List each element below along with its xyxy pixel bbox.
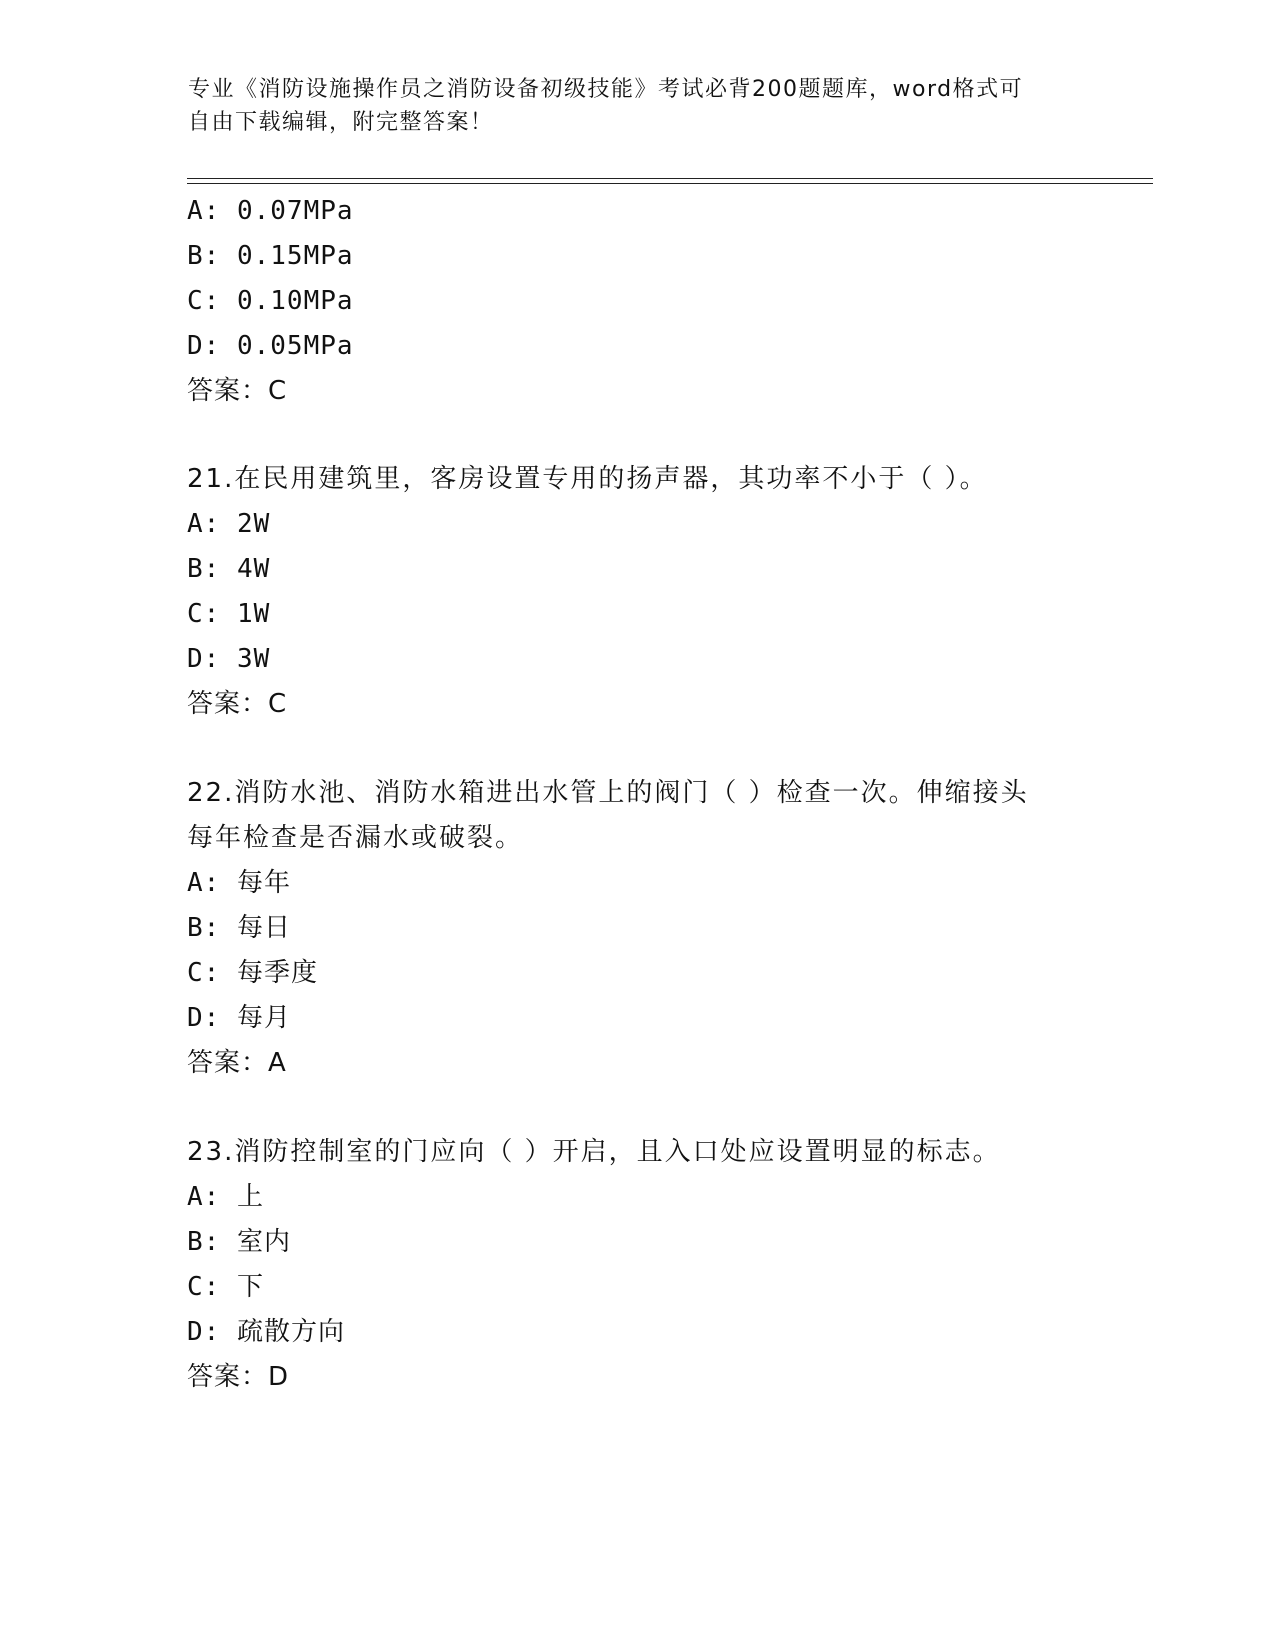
option-c: C: 下: [187, 1272, 264, 1302]
option-d: D: 疏散方向: [187, 1317, 345, 1347]
option-b: B: 4W: [187, 554, 271, 584]
header-rule-top: [187, 178, 1153, 179]
header-line-2: 自由下载编辑，附完整答案！: [188, 110, 494, 135]
answer: 答案：D: [187, 1362, 290, 1392]
question-22-line-2: 每年检查是否漏水或破裂。: [187, 823, 524, 853]
answer: 答案：A: [187, 1048, 287, 1078]
option-a: A: 每年: [187, 868, 291, 898]
option-c: C: 每季度: [187, 958, 318, 988]
answer: 答案：C: [187, 376, 288, 406]
option-b: B: 室内: [187, 1227, 291, 1257]
option-a: A: 0.07MPa: [187, 196, 354, 226]
option-b: B: 0.15MPa: [187, 241, 354, 271]
header-rule-bottom: [187, 183, 1153, 184]
option-c: C: 0.10MPa: [187, 286, 354, 316]
question-21: 21.在民用建筑里，客房设置专用的扬声器，其功率不小于（ ）。: [187, 464, 988, 494]
option-a: A: 上: [187, 1182, 264, 1212]
option-b: B: 每日: [187, 913, 291, 943]
option-c: C: 1W: [187, 599, 271, 629]
header-line-1: 专业《消防设施操作员之消防设备初级技能》考试必背200题题库，word格式可: [188, 77, 1024, 102]
option-a: A: 2W: [187, 509, 271, 539]
option-d: D: 3W: [187, 644, 271, 674]
question-22-line-1: 22.消防水池、消防水箱进出水管上的阀门（ ）检查一次。伸缩接头: [187, 778, 1029, 808]
document-header: [188, 73, 1068, 139]
answer: 答案：C: [187, 689, 288, 719]
question-23: 23.消防控制室的门应向（ ）开启，且入口处应设置明显的标志。: [187, 1137, 1001, 1167]
option-d: D: 0.05MPa: [187, 331, 354, 361]
option-d: D: 每月: [187, 1003, 291, 1033]
